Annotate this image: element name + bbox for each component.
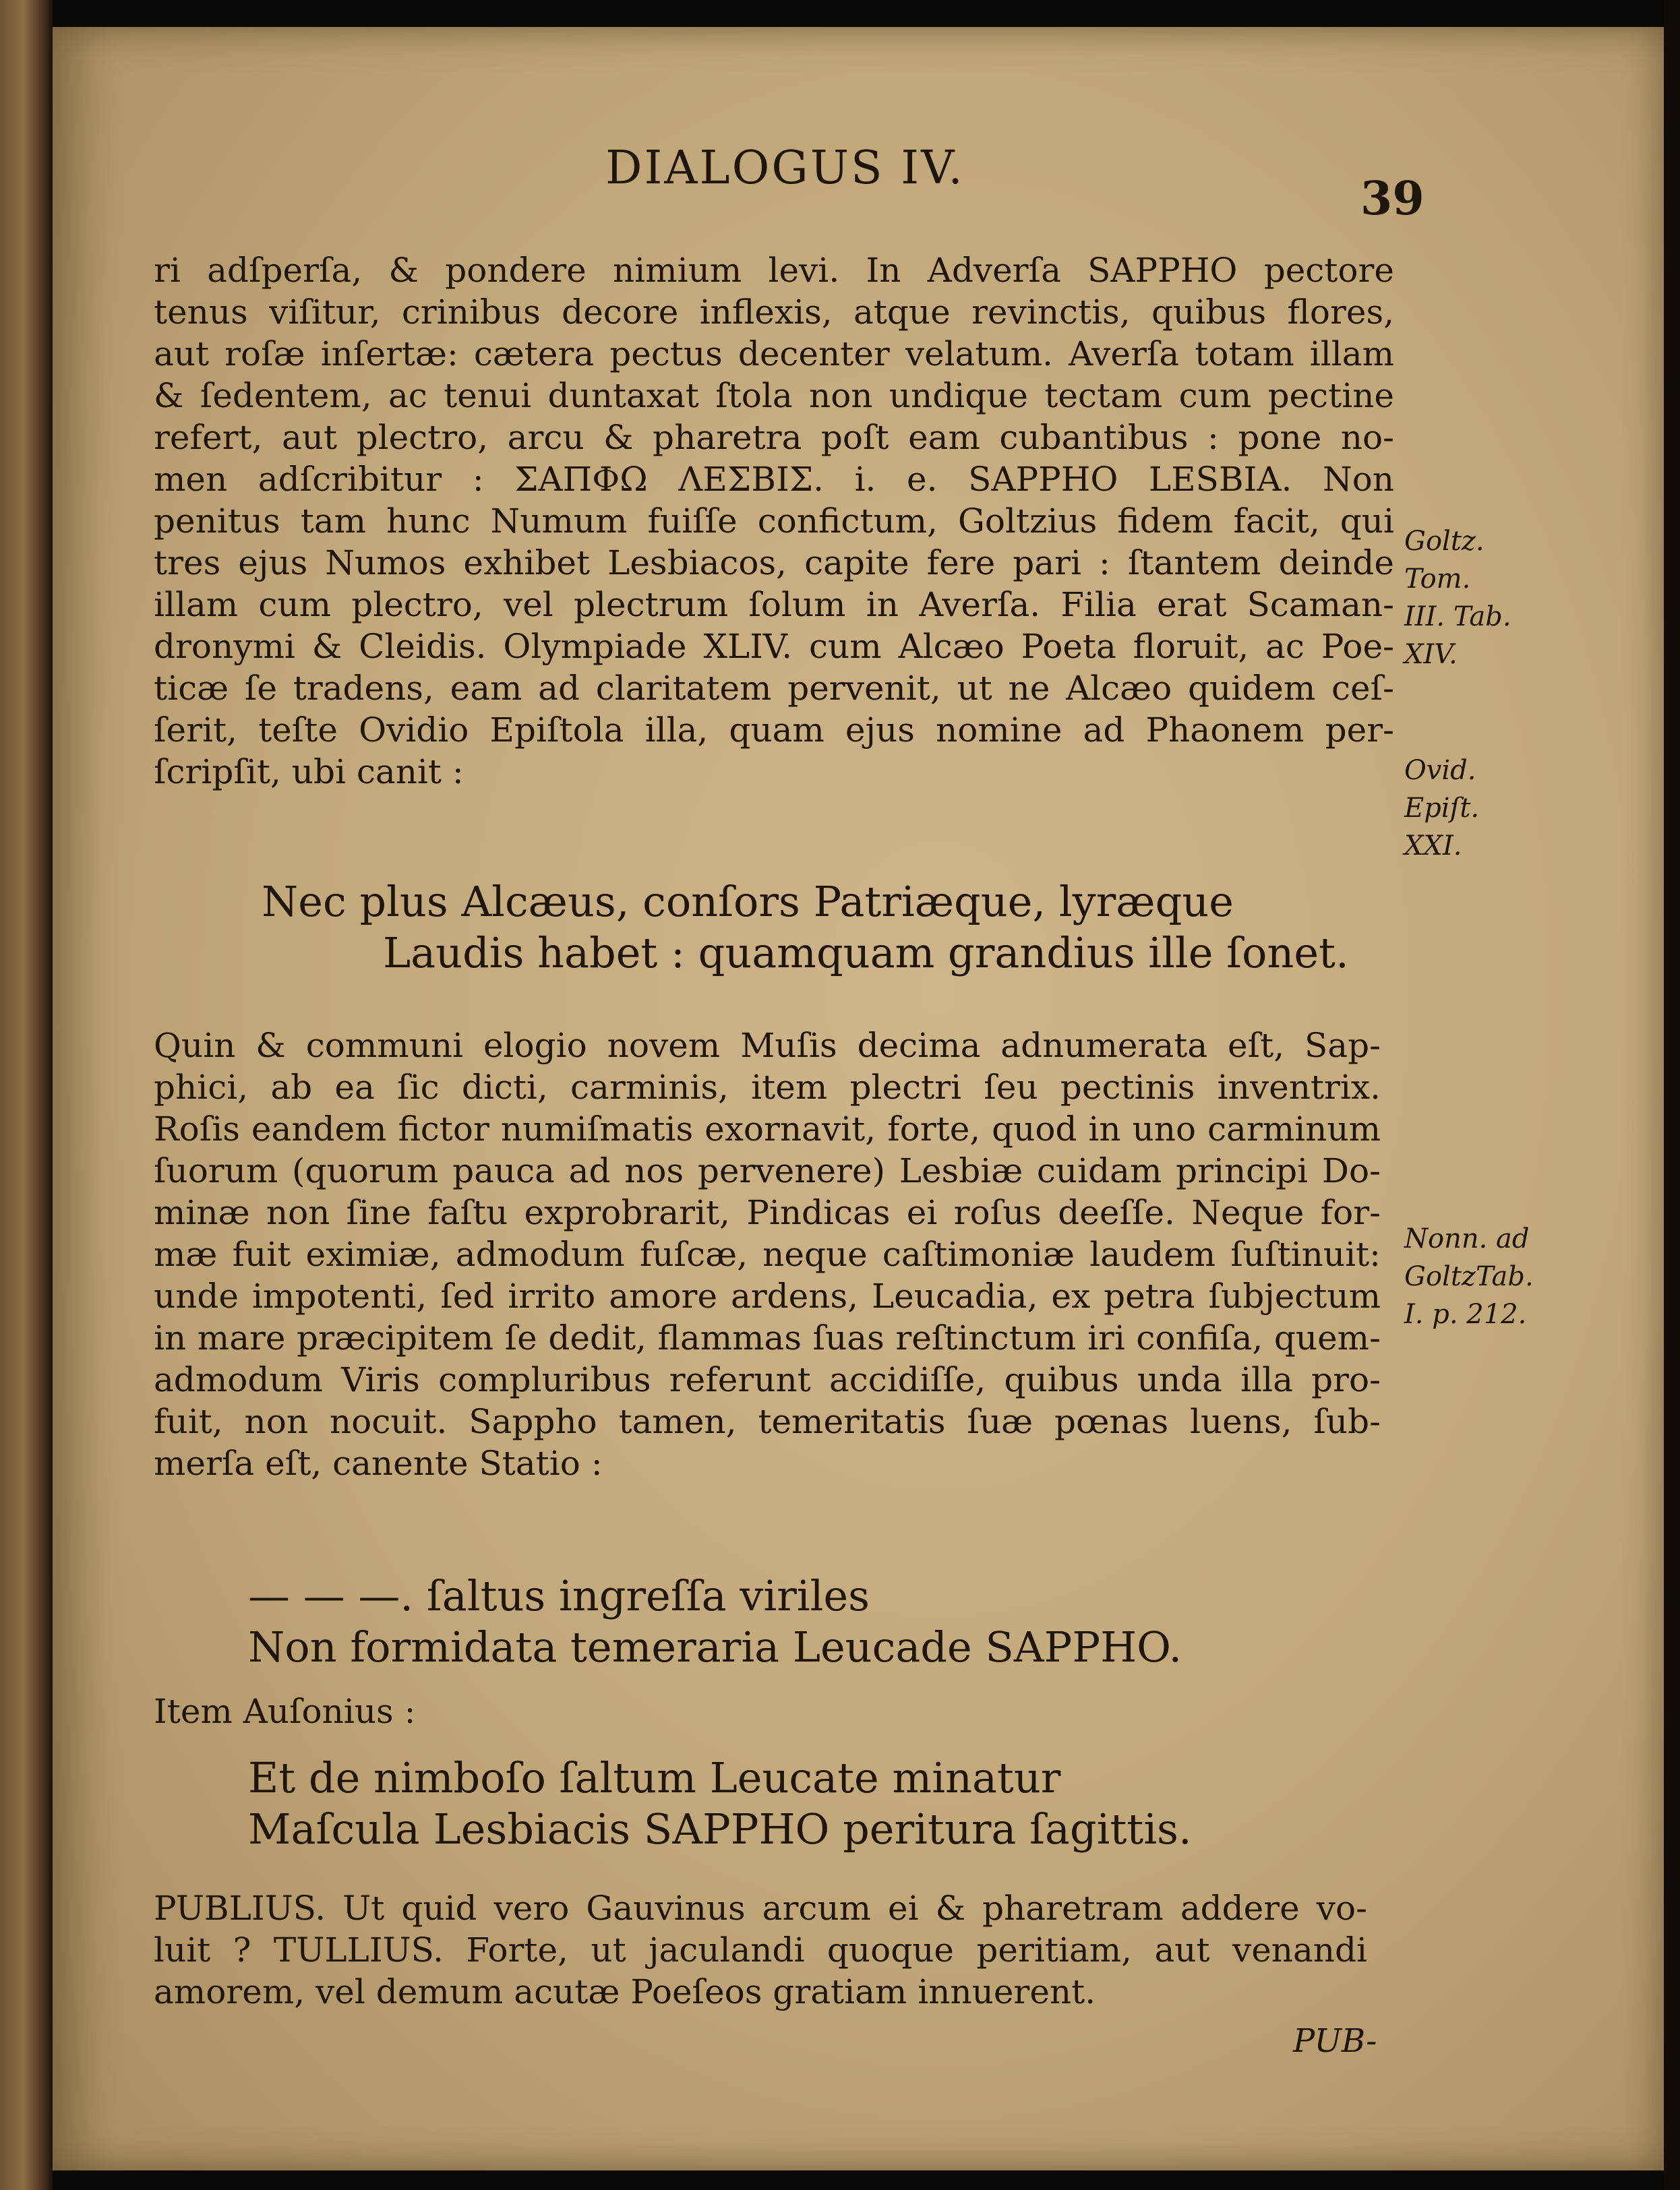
text-line: penitus tam hunc Numum fuiſſe confictum, Goltzius fidem facit, qui (154, 501, 1394, 541)
margin-note-goltzius (1404, 522, 1532, 673)
text-line: luit ? TULLIUS. Forte, ut jaculandi quoque peritiam, aut venandi (154, 1930, 1367, 1970)
verse-line: Maſcula Lesbiacis SAPPHO peritura ſagittis. (248, 1804, 1192, 1854)
text-line: mæ fuit eximiæ, admodum fuſcæ, neque caſtimoniæ laudem ſuſtinuit: (154, 1235, 1381, 1274)
verse-line: Non formidata temeraria Leucade SAPPHO. (248, 1622, 1182, 1672)
text-line: unde impotenti, ſed irrito amore ardens, Leucadia, ex petra ſubjectum (154, 1277, 1381, 1316)
text-line: ticæ ſe tradens, eam ad claritatem pervenit, ut ne Alcæo quidem ceſ- (154, 669, 1394, 708)
dialogue-paragraph (154, 1887, 1367, 2013)
text-line: refert, aut plectro, arcu & pharetra poſt eam cubantibus : pone no- (154, 418, 1394, 457)
verse-line: Et de nimboſo ſaltum Leucate minatur (248, 1753, 1061, 1802)
text-line: PUBLIUS. Ut quid vero Gauvinus arcum ei & pharetram addere vo- (154, 1889, 1367, 1928)
text-line: phici, ab ea ſic dicti, carminis, item plectri ſeu pectinis inventrix. (154, 1068, 1381, 1107)
page-number: 39 (1360, 172, 1424, 226)
margin-note-line: III. Tab. (1404, 601, 1511, 632)
text-line: aut roſæ inſertæ: cætera pectus decenter velatum. Averſa totam illam (154, 334, 1394, 373)
margin-note-line: Tom. (1404, 564, 1471, 595)
paragraph-2 (154, 1025, 1381, 1484)
margin-note-nonnius (1404, 1220, 1532, 1333)
text-line: Quin & communi elogio novem Muſis decima adnumerata eſt, Sap- (154, 1026, 1381, 1065)
text-line: in mare præcipitem ſe dedit, flammas ſuas reſtinctum iri confiſa, quem- (154, 1318, 1381, 1358)
verse-line: — — —. ſaltus ingreſſa viriles (248, 1571, 870, 1620)
margin-note-line: XXI. (1404, 830, 1462, 861)
margin-note-line: I. p. 212. (1404, 1299, 1527, 1330)
text-line: ſcripſit, ubi canit : (154, 752, 464, 791)
verse-quote-statius (248, 1571, 1182, 1673)
margin-note-line: Ovid. (1404, 755, 1476, 786)
verse-line: Laudis habet : quamquam grandius ille ſonet. (383, 928, 1349, 977)
catchword: PUB- (1293, 2022, 1377, 2060)
margin-note-line: Goltz. (1404, 526, 1484, 557)
text-line: illam cum plectro, vel plectrum ſolum in Averſa. Filia erat Scaman- (154, 585, 1394, 624)
verse-quote-ovid (262, 876, 1349, 979)
text-line: admodum Viris compluribus referunt accidiſſe, quibus unda illa pro- (154, 1360, 1381, 1399)
text-line: Roſis eandem fictor numiſmatis exornavit, forte, quod in uno carminum (154, 1109, 1381, 1149)
margin-note-line: Epiſt. (1404, 793, 1480, 824)
text-line: fuit, non nocuit. Sappho tamen, temeritatis ſuæ pœnas luens, ſub- (154, 1402, 1381, 1441)
text-line: Item Auſonius : (154, 1692, 416, 1731)
text-line: minæ non ſine faſtu exprobrarit, Pindicas ei roſus deeſſe. Neque for- (154, 1193, 1381, 1232)
verse-quote-ausonius (248, 1753, 1192, 1855)
text-line: ſuorum (quorum pauca ad nos pervenere) Lesbiæ cuidam principi Do- (154, 1151, 1381, 1190)
text-line: men adſcribitur : ΣΑΠΦΩ ΛΕΣΒΙΣ. i. e. SAPPHO LESBIA. Non (154, 460, 1394, 499)
text-line: tenus viſitur, crinibus decore inflexis, atque revinctis, quibus flores, (154, 293, 1394, 332)
text-line: amorem, vel demum acutæ Poeſeos gratiam innuerent. (154, 1972, 1096, 2011)
text-line: tres ejus Numos exhibet Lesbiacos, capite fere pari : ſtantem deinde (154, 543, 1394, 582)
verse-line: Nec plus Alcæus, conſors Patriæque, lyræque (262, 877, 1234, 926)
paragraph-1 (154, 249, 1394, 793)
running-head: DIALOGUS IV. (605, 142, 965, 195)
margin-note-line: Nonn. ad (1404, 1223, 1530, 1254)
margin-note-line: GoltzTab. (1404, 1261, 1534, 1292)
book-page (53, 27, 1664, 2170)
item-line (154, 1691, 1394, 1732)
text-line: ri adſperſa, & pondere nimium levi. In Adverſa SAPPHO pectore (154, 251, 1394, 290)
margin-note-ovid (1404, 752, 1532, 865)
text-line: dronymi & Cleidis. Olympiade XLIV. cum Alcæo Poeta floruit, ac Poe- (154, 627, 1394, 666)
previous-page-edge (0, 0, 53, 2190)
text-line: merſa eſt, canente Statio : (154, 1444, 603, 1483)
margin-note-line: XIV. (1404, 639, 1458, 670)
text-line: & ſedentem, ac tenui duntaxat ſtola non undique tectam cum pectine (154, 376, 1394, 415)
text-line: ſerit, teſte Ovidio Epiſtola illa, quam ejus nomine ad Phaonem per- (154, 710, 1394, 750)
scan-border (1664, 0, 1680, 2190)
